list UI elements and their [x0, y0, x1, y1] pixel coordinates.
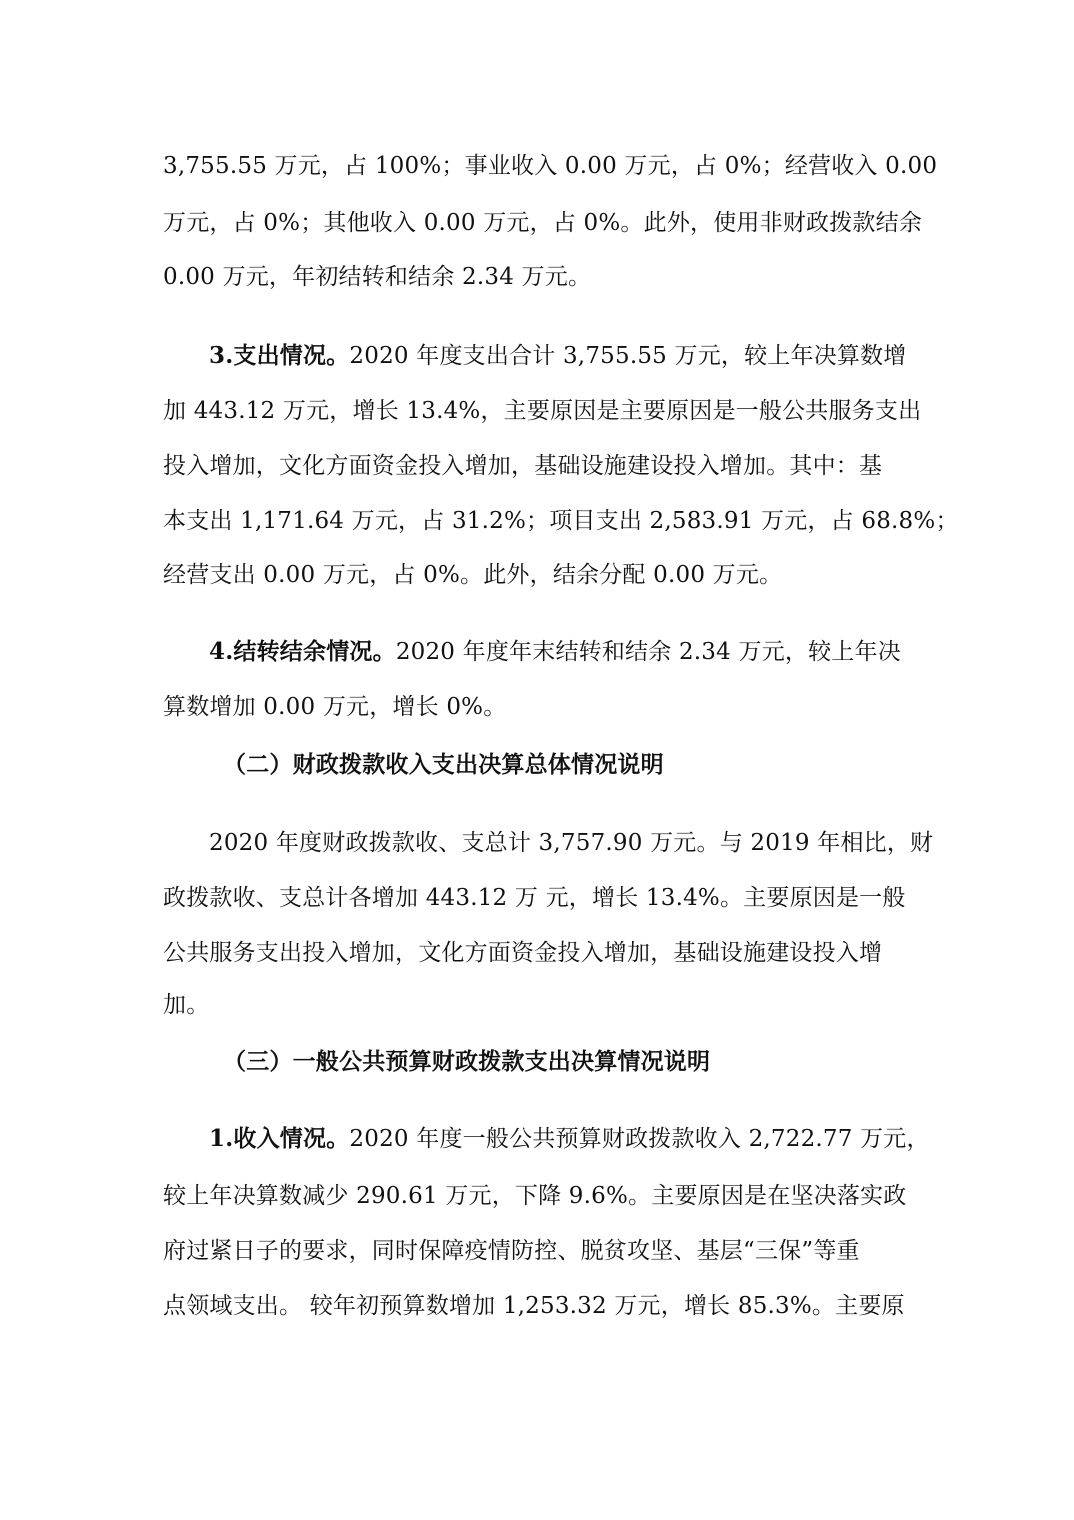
text-line: 经营支出 0.00 万元，占 0%。此外，结余分配 0.00 万元。: [163, 562, 783, 588]
text-line: 公共服务支出投入增加，文化方面资金投入增加，基础设施建设投入增: [163, 940, 883, 966]
text-line: 政拨款收、支总计各增加 443.12 万 元，增长 13.4%。主要原因是一般: [163, 885, 906, 911]
text-line: 万元，占 0%；其他收入 0.00 万元，占 0%。此外，使用非财政拨款结余: [163, 210, 923, 236]
text-line: 较上年决算数减少 290.61 万元，下降 9.6%。主要原因是在坚决落实政: [163, 1183, 907, 1209]
section-heading: （二）财政拨款收入支出决算总体情况说明: [223, 751, 664, 778]
text-line: 投入增加，文化方面资金投入增加，基础设施建设投入增加。其中：基: [163, 453, 883, 479]
text-line: 0.00 万元，年初结转和结余 2.34 万元。: [163, 264, 592, 290]
text-line: 加 443.12 万元，增长 13.4%，主要原因是主要原因是一般公共服务支出: [163, 398, 922, 424]
text-line: 加。: [163, 992, 210, 1018]
paragraph-first-line: [209, 637, 915, 667]
paragraph-first-line: [209, 341, 915, 371]
text-line: 算数增加 0.00 万元，增长 0%。: [163, 694, 507, 720]
text-run: 2020 年度支出合计 3,755.55 万元，较上年决算数增: [349, 343, 907, 369]
paragraph-first-line: 2020 年度财政拨款收、支总计 3,757.90 万元。与 2019 年相比，财: [209, 830, 934, 856]
text-line: 府过紧日子的要求，同时保障疫情防控、脱贫攻坚、基层“三保”等重: [163, 1238, 860, 1264]
section-lead: 3.支出情况。: [209, 342, 350, 369]
section-heading: （三）一般公共预算财政拨款支出决算情况说明: [223, 1048, 711, 1075]
text-run: 2020 年度一般公共预算财政拨款收入 2,722.77 万元，: [349, 1126, 930, 1152]
text-run: 2020 年度年末结转和结余 2.34 万元，较上年决: [395, 639, 901, 665]
text-line: 本支出 1,171.64 万元，占 31.2%；项目支出 2,583.91 万元，占 68.8%；: [163, 508, 959, 534]
section-lead: 4.结转结余情况。: [209, 638, 396, 665]
paragraph-first-line: [209, 1124, 930, 1154]
section-lead: 1.收入情况。: [209, 1125, 350, 1152]
text-line: 点领域支出。 较年初预算数增加 1,253.32 万元，增长 85.3%。主要原: [163, 1293, 905, 1319]
text-line: 3,755.55 万元，占 100%；事业收入 0.00 万元，占 0%；经营收入 0.00: [163, 153, 938, 179]
